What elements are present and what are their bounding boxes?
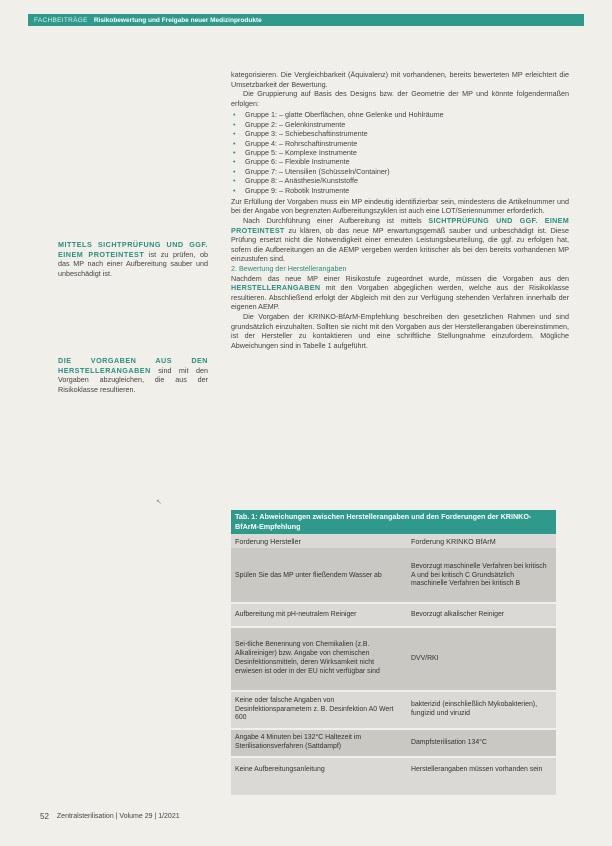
bullet-icon: • — [233, 110, 236, 120]
table-cell: DVV/RKI — [411, 654, 439, 662]
table-cell: Keine oder falsche Angaben von Desinfektionsparametern z. B. Desinfektion A0 Wert 600 — [235, 696, 394, 722]
list-item: • Gruppe 4: – Rohrschaftinstrumente — [233, 138, 358, 148]
table-cell: Dampfsterilisation 134°C — [411, 738, 487, 746]
list-item: • Gruppe 2: – Gelenkinstrumente — [233, 119, 346, 129]
paragraph: Die Gruppierung auf Basis des Designs bzw. der Geometrie der MP und könnte folgendermaßen erfolgen: — [231, 89, 569, 108]
margin-note-text: ist zu prüfen, ob das MP nach einer Aufbereitung sauber und unbeschädigt ist. — [58, 249, 208, 278]
column-header-krinko: Forderung KRINKO BfArM — [411, 536, 496, 546]
list-item: • Gruppe 1: – glatte Oberflächen, ohne Gelenke und Hohlräume — [233, 110, 444, 120]
table-row — [231, 692, 556, 730]
list-item: • Gruppe 5: – Komplexe Instrumente — [233, 147, 357, 157]
paragraph: Nach Durchführung einer Aufbereitung ist mittels SICHTPRÜFUNG UND GGF. EINEM PROTEINTEST zu klären, ob das neue MP erwartungsgemäß sauber und unbeschädigt ist. Diese Prüfung ersetzt nicht die Notwendigkeit einer erneuten Leistungsbeurteilung, die ggf. zu erfolgen hat, sofern die Aufbereitungen an die AEMP vergeben werden kritischer als bei den bereits vorhandenen MP einzustufen sind. — [231, 216, 570, 264]
subheading: 2. Bewertung der Herstellerangaben — [231, 264, 347, 274]
table-cell: bakterizid (einschließlich Mykobakterien), fungizid und viruzid — [411, 701, 537, 717]
page-footer — [40, 812, 180, 821]
bullet-icon: • — [233, 147, 236, 157]
list-item: • Gruppe 6: – Flexible Instrumente — [233, 157, 350, 167]
main-text-column — [231, 70, 569, 350]
table-cell: Bevorzugt maschinelle Verfahren bei kritisch A und bei kritisch C Grundsätzlich maschinelle Verfahren bei kritisch B — [411, 562, 547, 588]
bullet-icon: • — [233, 185, 236, 195]
bullet-icon: • — [233, 119, 236, 129]
table-cell: Keine Aufbereitungsanleitung — [235, 765, 325, 773]
page-number: 52 — [40, 812, 49, 821]
bullet-icon: • — [233, 157, 236, 167]
table-row — [231, 730, 556, 758]
section-header-bar — [28, 14, 584, 26]
bullet-icon: • — [233, 176, 236, 186]
group-list — [231, 110, 569, 195]
journal-info: Zentralsterilisation | Volume 29 | 1/2021 — [56, 813, 180, 820]
bullet-icon: • — [233, 129, 236, 139]
list-item: • Gruppe 7: – Utensilien (Schüsseln/Container) — [233, 166, 390, 176]
inline-emphasis: HERSTELLERANGABEN — [231, 283, 321, 293]
column-header-hersteller: Forderung Hersteller — [235, 536, 301, 546]
table-row — [231, 628, 556, 692]
table-cell: Herstellerangaben müssen vorhanden sein — [411, 765, 543, 773]
paragraph: Zur Erfüllung der Vorgaben muss ein MP eindeutig identifizierbar sein, mindestens die Artikelnummer und bei der Angabe von begrenzten Aufbereitungszyklen ist auch eine LOT/Seriennummer erforderlich. — [231, 196, 569, 216]
bullet-icon: • — [233, 166, 236, 176]
paragraph: Die Vorgaben der KRINKO-BfArM-Empfehlung beschreiben den gesetzlichen Rahmen und sind grundsätzlich einzuhalten. Sollten sie nicht mit den Vorgaben aus der Herstellerangaben übereinstimmen, ist der Hersteller zu kontaktieren und eine schriftliche Stellungnahme einzufordern. Mögliche Abweichungen sind in Tabelle 1 aufgeführt. — [231, 312, 569, 350]
list-item: • Gruppe 8: – Anästhesie/Kunststoffe — [233, 176, 358, 186]
table-caption: Tab. 1: Abweichungen zwischen Herstellerangaben und den Forderungen der KRINKO-BfArM-Empfehlung — [231, 510, 556, 534]
paragraph: Nachdem das neue MP einer Risikostufe zugeordnet wurde, müssen die Vorgaben aus den HERSTELLERANGABEN mit den Vorgaben abgeglichen werden, welche aus der Risikoklasse resultieren. Abschließend erfolgt der Abgleich mit den zur Verfügung stehenden Verfahren innerhalb der eigenen AEMP. — [231, 273, 569, 312]
margin-note-sichtpruefung — [58, 240, 208, 278]
table-row — [231, 550, 556, 604]
table-cell: Sei-tliche Benennung von Chemikalien (z.B. Alkalireiniger) bzw. Angabe von chemischen Desinfektionsmitteln, deren Wirksamkeit nicht erwiesen ist oder in der EU nicht verfügbar sind — [235, 641, 380, 675]
table-row — [231, 758, 556, 782]
section-title: Risikobewertung und Freigabe neuer Medizinprodukte — [93, 16, 262, 24]
list-item: • Gruppe 9: – Robotik Instrumente — [233, 185, 350, 195]
table-cell: Aufbereitung mit pH-neutralem Reiniger — [235, 610, 357, 618]
table-cell: Angabe 4 Minuten bei 132°C Haltezeit im Sterilisationsverfahren (Sattdampf) — [235, 734, 362, 750]
margin-note-emphasis: MITTELS SICHTPRÜFUNG UND GGF. EINEM PROTEINTEST — [58, 240, 208, 259]
table-header-row — [231, 534, 556, 550]
table-cell: Bevorzugt alkalischer Reiniger — [411, 610, 505, 618]
table-row — [231, 604, 556, 628]
list-item: • Gruppe 3: – Schiebeschaftinstrumente — [233, 129, 368, 139]
table-1 — [231, 510, 556, 795]
margin-note-text: sind mit den Vorgaben abzugleichen, die aus der Risikoklasse resultieren. — [58, 365, 208, 394]
paragraph: kategorisieren. Die Vergleichbarkeit (Äquivalenz) mit vorhandenen, bereits bewerteten MP erleichtert die Umsetzbarkeit der Bewertung. — [231, 70, 569, 89]
bullet-icon: • — [233, 138, 236, 148]
scan-mark: ↖ — [156, 499, 162, 506]
margin-note-emphasis: DIE VORGABEN AUS DEN HERSTELLERANGABEN — [58, 356, 208, 375]
table-cell: Spülen Sie das MP unter fließendem Wasser ab — [235, 571, 382, 579]
inline-emphasis: SICHTPRÜFUNG UND GGF. EINEM PROTEINTEST — [231, 216, 570, 235]
section-tag: FACHBEITRÄGE — [34, 16, 88, 24]
margin-note-herstellerangaben — [58, 356, 208, 394]
